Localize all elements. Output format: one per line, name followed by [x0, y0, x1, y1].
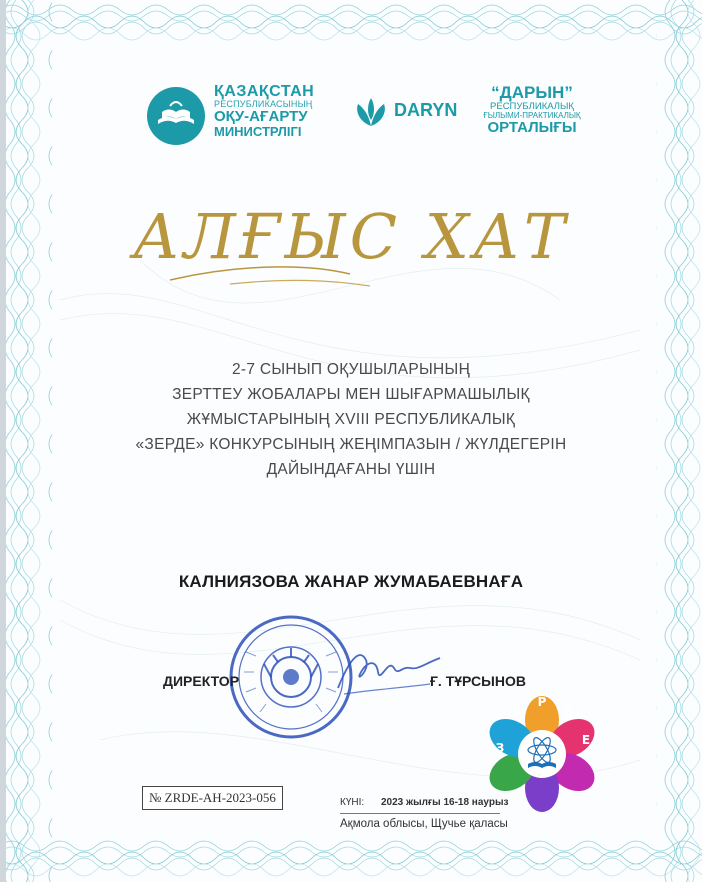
- ministry-name: [214, 84, 314, 138]
- reason-line: ЖҰМЫСТАРЫНЫҢ XVIII РЕСПУБЛИКАЛЫҚ: [186, 411, 516, 428]
- reason-line: «ЗЕРДЕ» КОНКУРСЫНЫҢ ЖЕҢІМПАЗЫН / ЖҮЛДЕГЕРІН: [135, 436, 567, 453]
- recipient-name: КАЛНИЯЗОВА ЖАНАР ЖУМАБАЕВНАҒА: [178, 572, 524, 591]
- title-text: АЛҒЫС ХАТ: [132, 200, 570, 273]
- director-title: ДИРЕКТОР: [163, 673, 240, 689]
- reason-line: ЗЕРТТЕУ ЖОБАЛАРЫ МЕН ШЫҒАРМАШЫЛЫҚ: [172, 386, 530, 403]
- date-value: 2023 жылғы 16-18 наурыз: [380, 797, 509, 808]
- zerde-letter: Е: [513, 703, 523, 717]
- ministry-line-1: ҚАЗАҚСТАН: [214, 83, 315, 100]
- ministry-line-2: РЕСПУБЛИКАСЫНЫҢ: [214, 99, 313, 110]
- director-name: Ғ. ТҰРСЫНОВ: [430, 673, 526, 689]
- zerde-logo: [484, 692, 600, 812]
- daryn-line-1: “ДАРЫН”: [491, 83, 573, 102]
- reason-line: 2-7 СЫНЫП ОҚУШЫЛАРЫНЫҢ: [231, 361, 471, 378]
- daryn-center-name: [480, 84, 584, 136]
- ministry-book-icon: [146, 86, 206, 146]
- daryn-wordmark: DARYN: [394, 100, 458, 120]
- date-label: КҮНІ:: [340, 797, 365, 808]
- award-reason: [90, 357, 612, 482]
- reason-line: ДАЙЫНДАҒАНЫ ҮШІН: [266, 461, 436, 478]
- date-line: [340, 797, 508, 808]
- certificate-title: [0, 182, 702, 292]
- ministry-line-3: ОҚУ-АҒАРТУ: [214, 108, 308, 126]
- date-underline: [340, 813, 500, 814]
- zerde-letter: Е: [581, 733, 591, 747]
- registration-number: № ZRDE-AH-2023-056: [142, 786, 283, 810]
- daryn-line-3: ҒЫЛЫМИ-ПРАКТИКАЛЫҚ: [483, 110, 581, 120]
- zerde-letter: Р: [537, 695, 547, 709]
- zerde-letter: Д: [562, 705, 574, 719]
- state-emblem-icon: [264, 648, 318, 697]
- daryn-leaf-icon: [352, 96, 390, 128]
- event-place: Ақмола облысы, Щучье қаласы: [340, 818, 508, 830]
- daryn-line-2: РЕСПУБЛИКАЛЫҚ: [490, 100, 574, 112]
- zerde-letter: З: [495, 741, 505, 755]
- ministry-line-4: МИНИСТРЛІГІ: [214, 123, 302, 139]
- daryn-line-4: ОРТАЛЫҒЫ: [487, 119, 577, 137]
- header: [0, 78, 702, 158]
